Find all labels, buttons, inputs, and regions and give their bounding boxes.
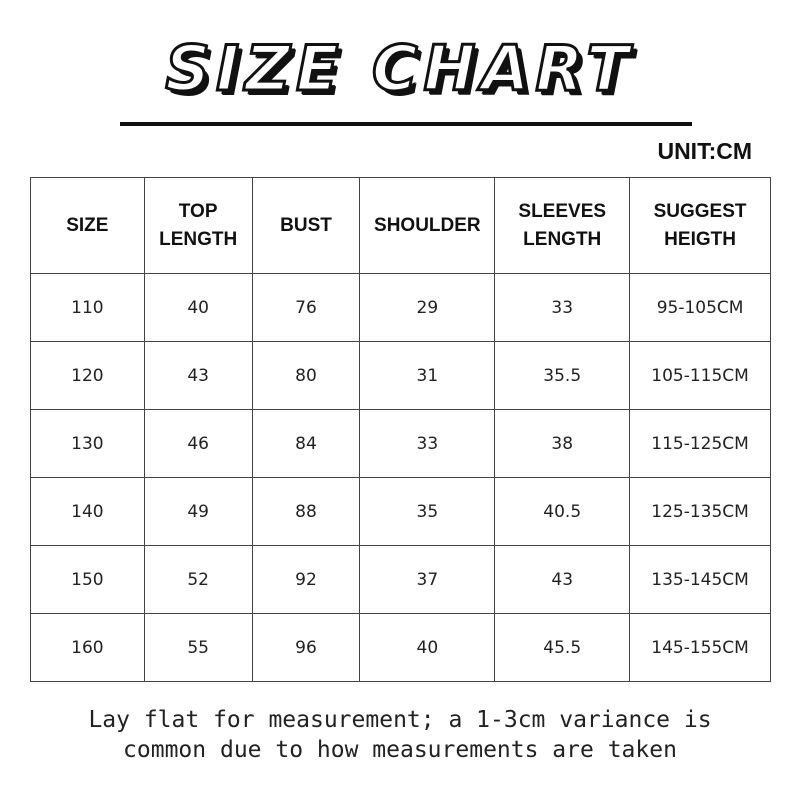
table-cell: 31 <box>360 342 495 410</box>
table-cell: 110 <box>31 274 145 342</box>
table-cell: 76 <box>252 274 360 342</box>
table-cell: 45.5 <box>495 614 630 682</box>
table-cell: 40.5 <box>495 478 630 546</box>
table-cell: 40 <box>144 274 252 342</box>
table-cell: 40 <box>360 614 495 682</box>
table-row <box>31 342 771 410</box>
table-cell: 115-125CM <box>630 410 771 478</box>
header-top-length: TOP LENGTH <box>144 178 252 274</box>
table-cell: 84 <box>252 410 360 478</box>
table-cell: 96 <box>252 614 360 682</box>
table-cell: 80 <box>252 342 360 410</box>
table-header-row <box>31 178 771 274</box>
table-cell: 33 <box>495 274 630 342</box>
table-cell: 88 <box>252 478 360 546</box>
table-cell: 43 <box>144 342 252 410</box>
table-cell: 33 <box>360 410 495 478</box>
table-cell: 52 <box>144 546 252 614</box>
table-cell: 135-145CM <box>630 546 771 614</box>
table-cell: 140 <box>31 478 145 546</box>
header-size: SIZE <box>31 178 145 274</box>
table-cell: 160 <box>31 614 145 682</box>
header-suggest-height: SUGGEST HEIGTH <box>630 178 771 274</box>
table-cell: 145-155CM <box>630 614 771 682</box>
size-table <box>30 177 771 682</box>
measurement-note <box>0 705 800 765</box>
table-cell: 29 <box>360 274 495 342</box>
table-cell: 130 <box>31 410 145 478</box>
table-cell: 150 <box>31 546 145 614</box>
table-row <box>31 614 771 682</box>
table-cell: 38 <box>495 410 630 478</box>
table-cell: 43 <box>495 546 630 614</box>
table-cell: 35 <box>360 478 495 546</box>
header-bust: BUST <box>252 178 360 274</box>
table-cell: 46 <box>144 410 252 478</box>
title-divider <box>120 122 692 126</box>
table-row <box>31 410 771 478</box>
table-cell: 55 <box>144 614 252 682</box>
table-cell: 92 <box>252 546 360 614</box>
table-cell: 120 <box>31 342 145 410</box>
measurement-note-line: common due to how measurements are taken <box>123 737 677 763</box>
table-row <box>31 478 771 546</box>
table-cell: 95-105CM <box>630 274 771 342</box>
table-row <box>31 274 771 342</box>
table-cell: 105-115CM <box>630 342 771 410</box>
header-shoulder: SHOULDER <box>360 178 495 274</box>
table-row <box>31 546 771 614</box>
page-title: SIZE CHART <box>165 32 635 105</box>
measurement-note-line: Lay flat for measurement; a 1-3cm variance is <box>88 707 712 733</box>
unit-label: UNIT:CM <box>657 138 752 164</box>
table-cell: 37 <box>360 546 495 614</box>
table-cell: 35.5 <box>495 342 630 410</box>
header-sleeves-length: SLEEVES LENGTH <box>495 178 630 274</box>
table-cell: 49 <box>144 478 252 546</box>
table-cell: 125-135CM <box>630 478 771 546</box>
